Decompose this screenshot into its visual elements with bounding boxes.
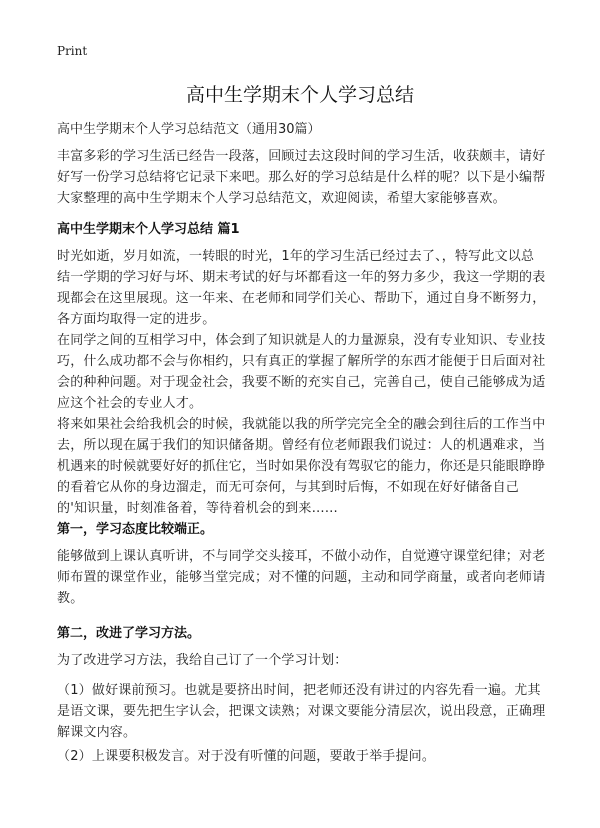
print-label[interactable]: Print [57,44,88,58]
body-paragraph-1: 时光如逝，岁月如流，一转眼的时光，1年的学习生活已经过去了、，特写此文以总结一学期的学习好与坏、期末考试的好与坏都看这一年的努力多少，我这一学期的表现都会在这里展现。这一年来、在老师和同学们关心、帮助下，通过自身不断努力，各方面均取得一定的进步。 [57,249,546,327]
point2-intro: 为了改进学习方法，我给自己订了一个学习计划： [57,653,348,668]
intro-paragraph: 丰富多彩的学习生活已经告一段落，回顾过去这段时间的学习生活，收获颇丰，请好好写一份学习总结将它记录下来吧。那么好的学习总结是什么样的呢？以下是小编帮大家整理的高中生学期末个人学习总结范文，欢迎阅读，希望大家能够喜欢。 [57,149,546,206]
point2-heading: 第二，改进了学习方法。 [57,626,201,641]
section-heading: 高中生学期末个人学习总结 篇1 [57,222,240,237]
body-paragraph-3: 将来如果社会给我机会的时候，我就能以我的所学完完全全的融会到往后的工作当中去，所以现在属于我们的知识储备期。曾经有位老师跟我们说过：人的机遇难求，当机遇来的时候就要好好的抓住它，当时如果你没有驾驭它的能力，你还是只能眼睁睁的看着它从你的身边溜走，而无可奈何，与其到时后悔，不如现在好好储备自己的'知识量，时刻准备着，等待着机会的到来…… [57,417,546,516]
point1-text: 能够做到上课认真听讲，不与同学交头接耳，不做小动作，自觉遵守课堂纪律；对老师布置的课堂作业，能够当堂完成；对不懂的问题，主动和同学商量，或者向老师请教。 [57,549,546,606]
document-subtitle: 高中生学期末个人学习总结范文（通用30篇） [57,122,321,137]
document-title: 高中生学期末个人学习总结 [185,84,414,106]
plan-item-2: （2）上课要积极发言。对于没有听懂的问题，要敢于举手提问。 [57,749,436,764]
body-paragraph-2: 在同学之间的互相学习中，体会到了知识就是人的力量源泉，没有专业知识、专业技巧，什么成功都不会与你相约，只有真正的掌握了解所学的东西才能便于日后面对社会的种种问题。对于现金社会，我要不断的充实自己，完善自己，使自己能够成为适应这个社会的专业人才。 [57,333,546,411]
plan-item-1: （1）做好课前预习。也就是要挤出时间，把老师还没有讲过的内容先看一遍。尤其是语文课，要先把生字认会，把课文读熟；对课文要能分清层次，说出段意，正确理解课文内容。 [57,683,546,740]
point1-heading: 第一，学习态度比较端正。 [57,522,214,537]
